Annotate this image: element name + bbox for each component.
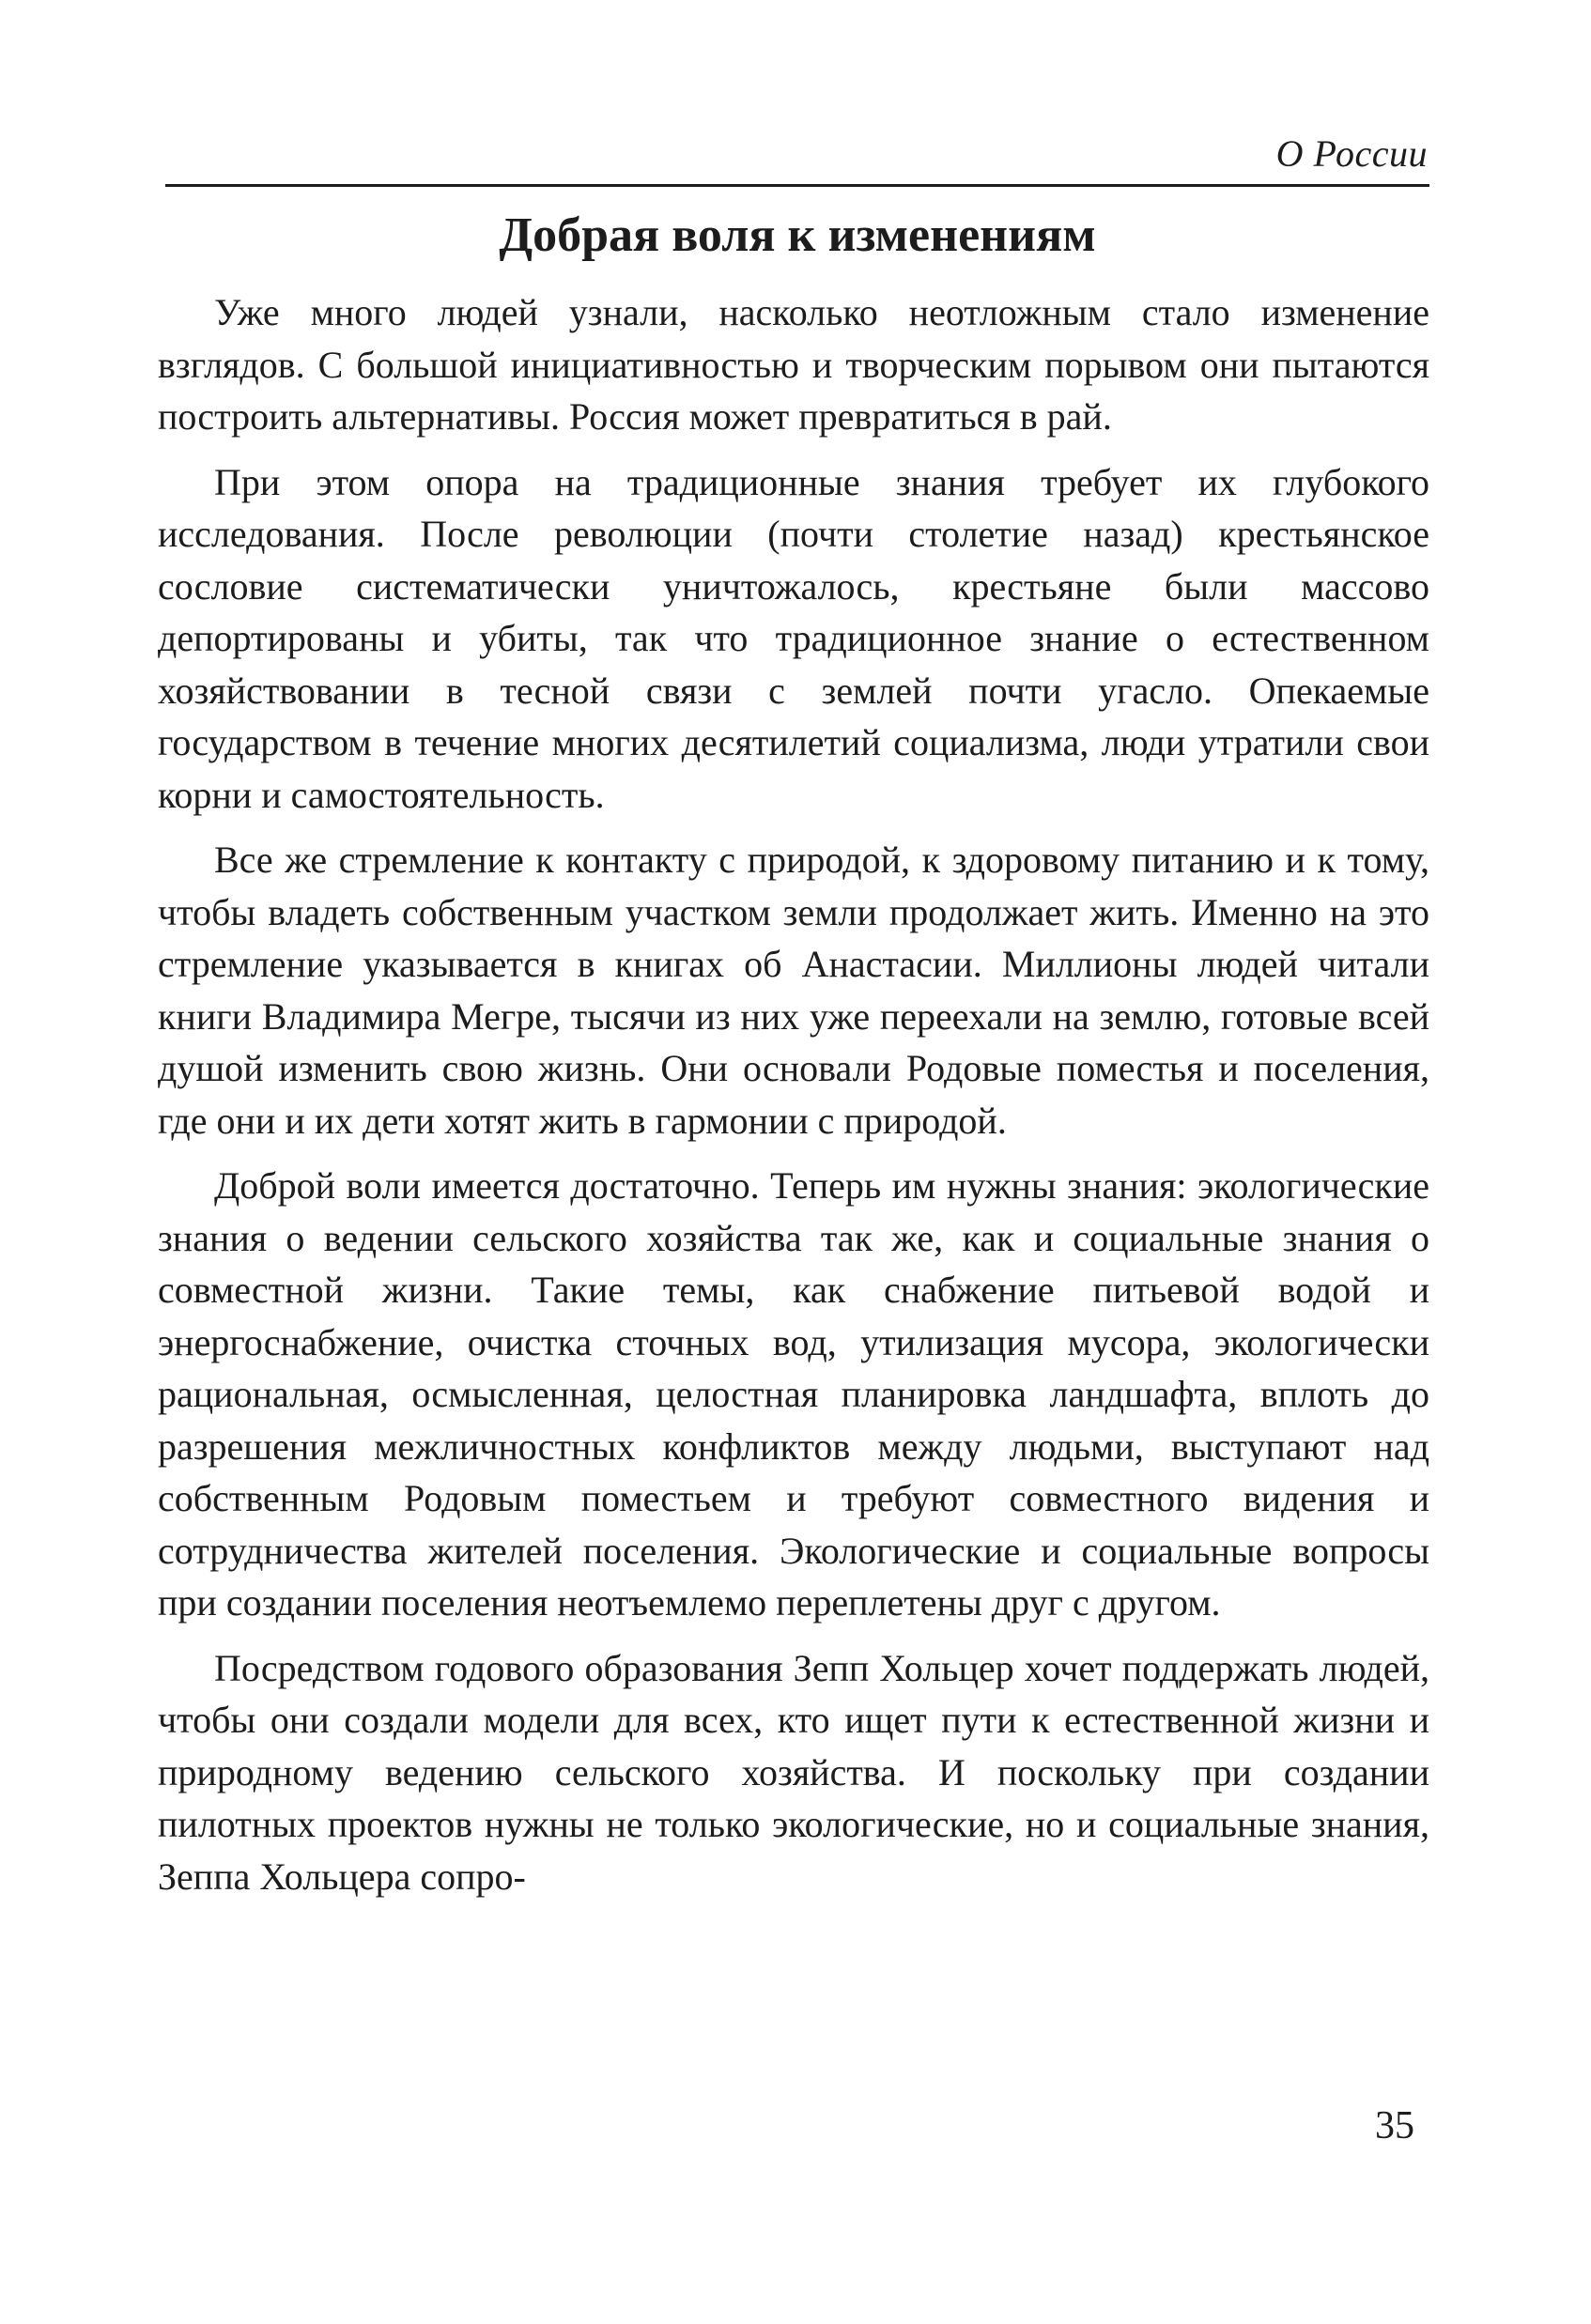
body-text	[158, 286, 1429, 1902]
header-rule	[165, 184, 1429, 187]
paragraph: Уже много людей узнали, насколько неотложным стало изменение взглядов. С большой инициативностью и творческим порывом они пытаются построить альтернативы. Россия может превратиться в рай.	[158, 291, 1429, 438]
paragraph: При этом опора на традиционные знания требует их глубокого исследования. После революции (почти столетие назад) крестьянское сословие систематически уничтожалось, крестьяне были массово депортированы и убиты, так что традиционное знание о естественном хозяйствовании в тесной связи с землей почти угасло. Опекаемые государством в течение многих десятилетий социализма, люди утратили свои корни и самостоятельность.	[158, 460, 1429, 816]
page-number: 35	[1375, 2104, 1414, 2147]
paragraph: Посредством годового образования Зепп Хольцер хочет поддержать людей, чтобы они создали модели для всех, кто ищет пути к естественной жизни и природному ведению сельского хозяйства. И поскольку при создании пилотных проектов нужны не только экологические, но и социальные знания, Зеппа Хольцера сопро-	[158, 1646, 1429, 1898]
running-header: О России	[1275, 132, 1428, 175]
paragraph: Доброй воли имеется достаточно. Теперь им нужны знания: экологические знания о ведении сельского хозяйства так же, как и социальные знания о совместной жизни. Такие темы, как снабжение питьевой водой и энергоснабжение, очистка сточных вод, утилизация мусора, экологически рациональная, осмысленная, целостная планировка ландшафта, вплоть до разрешения межличностных конфликтов между людьми, выступают над собственным Родовым поместьем и требуют совместного видения и сотрудничества жителей поселения. Экологические и социальные вопросы при создании поселения неотъемлемо переплетены друг с другом.	[158, 1164, 1429, 1624]
chapter-title: Добрая воля к изменениям	[499, 208, 1096, 262]
paragraph: Все же стремление к контакту с природой, к здоровому питанию и к тому, чтобы владеть собственным участком земли продолжает жить. Именно на это стремление указывается в книгах об Анастасии. Миллионы людей читали книги Владимира Мегре, тысячи из них уже переехали на землю, готовые всей душой изменить свою жизнь. Они основали Родовые поместья и поселения, где они и их дети хотят жить в гармонии с природой.	[158, 839, 1429, 1142]
